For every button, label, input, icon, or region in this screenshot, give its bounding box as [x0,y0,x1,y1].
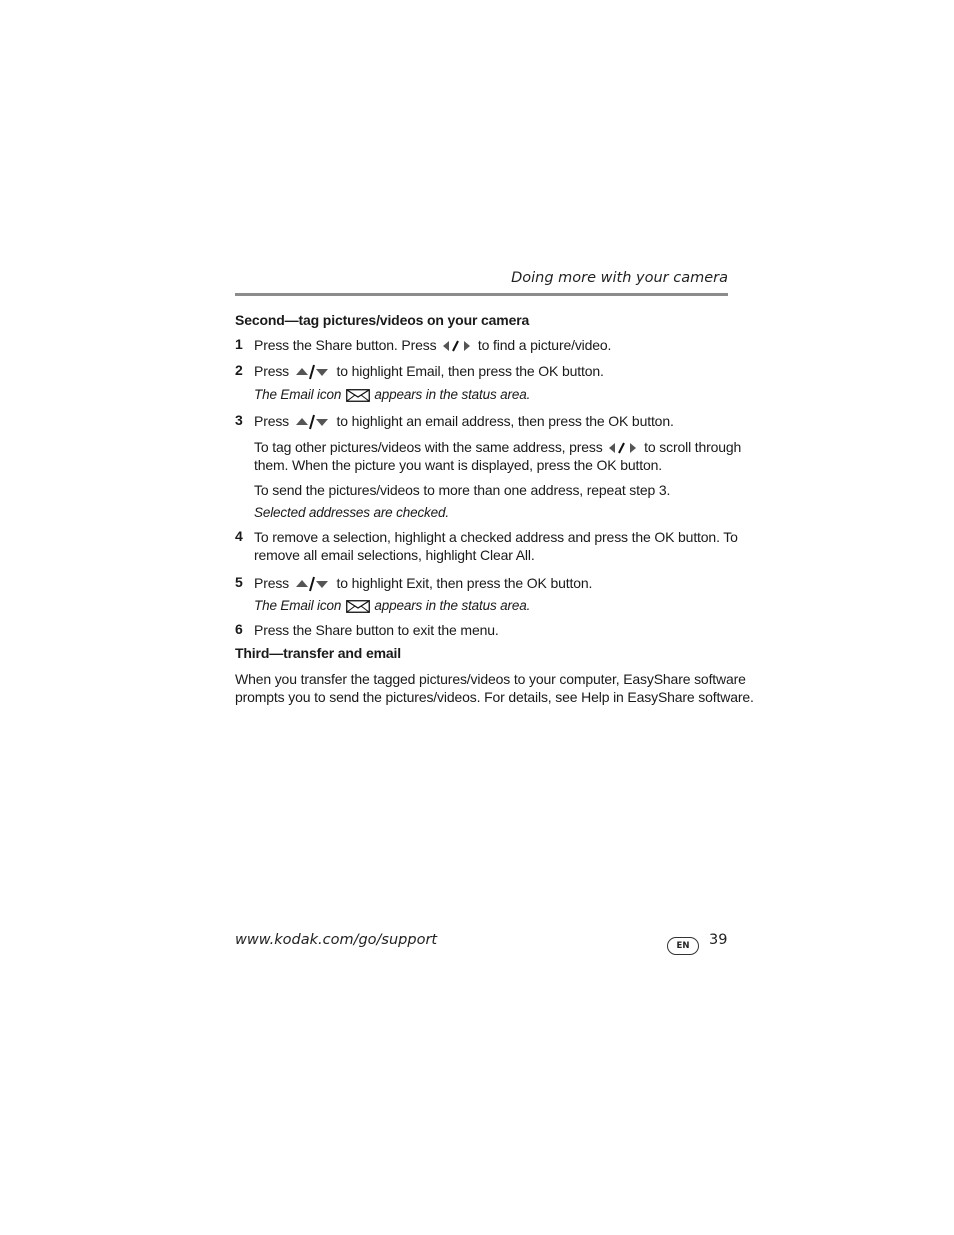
step-3-text [254,412,674,431]
support-url: www.kodak.com/go/support [235,932,438,948]
header-rule [235,293,728,296]
running-header: Doing more with your camera [511,270,728,286]
step-text-after: to highlight an email address, then press the OK button. [336,413,674,429]
step-1-text [254,336,611,354]
note-text-before: The Email icon [254,387,342,402]
section-heading-third: Third—transfer and email [235,645,401,661]
step-4-line2: remove all email selections, highlight Clear All. [254,547,535,563]
up-down-arrows-icon [295,575,331,593]
step-3-sub1-line1 [254,438,741,456]
step-text-before: Press [254,413,290,429]
step-text-after: to find a picture/video. [477,337,612,353]
up-down-arrows-icon [295,413,331,431]
step-6-text: Press the Share button to exit the menu. [254,622,499,638]
step-number: 6 [235,621,243,637]
step-5-note [254,598,530,613]
language-badge: EN [667,937,699,955]
note-text-before: The Email icon [254,598,342,613]
left-right-arrows-icon [442,338,472,354]
email-envelope-icon [346,389,370,402]
page-number: 39 [709,932,728,948]
step-text-before: Press [254,575,290,591]
sub-text-after: to scroll through [644,439,742,455]
step-number: 4 [235,528,243,544]
step-text-after: to highlight Exit, then press the OK button. [336,575,593,591]
step-text-before: Press the Share button. Press [254,337,437,353]
step-text-after: to highlight Email, then press the OK button. [336,363,604,379]
left-right-arrows-icon [608,440,638,456]
section-heading-second: Second—tag pictures/videos on your camera [235,312,530,328]
step-2-text [254,362,604,381]
step-2-note [254,387,530,402]
up-down-arrows-icon [295,363,331,381]
step-number: 1 [235,336,243,352]
step-3-sub1-line2: them. When the picture you want is displayed, press the OK button. [254,457,662,473]
note-text-after: appears in the status area. [374,387,531,402]
third-paragraph-line2: prompts you to send the pictures/videos. For details, see Help in EasyShare software. [235,689,754,705]
step-3-sub2: To send the pictures/videos to more than one address, repeat step 3. [254,482,671,498]
sub-text-before: To tag other pictures/videos with the same address, press [254,439,603,455]
step-3-note: Selected addresses are checked. [254,505,449,520]
note-text-after: appears in the status area. [374,598,531,613]
third-paragraph-line1: When you transfer the tagged pictures/videos to your computer, EasyShare software [235,671,746,687]
step-number: 5 [235,574,243,590]
step-5-text [254,574,592,593]
step-number: 2 [235,362,243,378]
step-text-before: Press [254,363,290,379]
step-4-line1: To remove a selection, highlight a checked address and press the OK button. To [254,529,738,545]
step-number: 3 [235,412,243,428]
email-envelope-icon [346,600,370,613]
